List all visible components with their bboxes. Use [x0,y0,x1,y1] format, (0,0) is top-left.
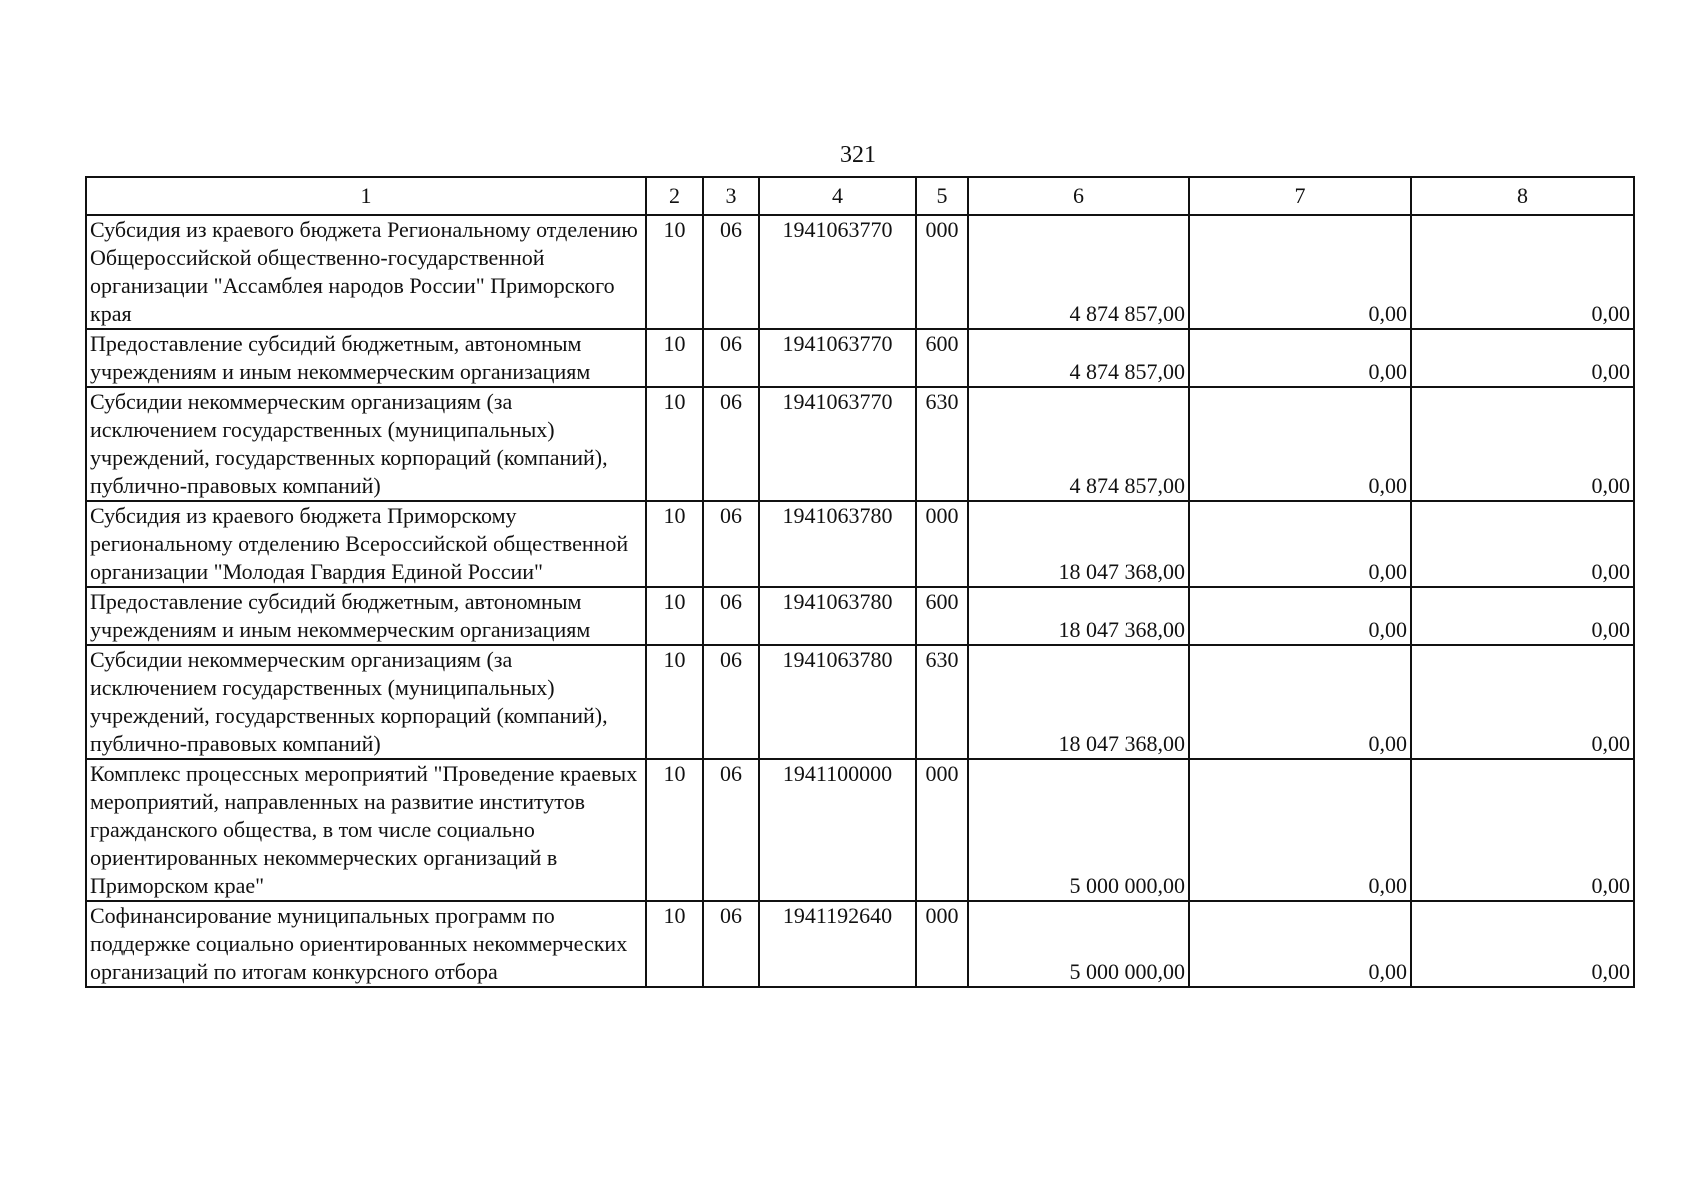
expense-type-code: 000 [916,901,968,987]
amount-col8: 0,00 [1411,901,1634,987]
expense-type-code: 000 [916,215,968,329]
amount-col8: 0,00 [1411,329,1634,387]
amount-col6: 4 874 857,00 [968,215,1189,329]
target-article-code: 1941100000 [759,759,916,901]
table-row [86,501,1634,587]
subsection-code: 06 [703,329,759,387]
table-row [86,329,1634,387]
table-row [86,901,1634,987]
target-article-code: 1941063770 [759,329,916,387]
column-header: 1 [86,177,646,215]
subsection-code: 06 [703,501,759,587]
section-code: 10 [646,329,703,387]
amount-col6: 18 047 368,00 [968,645,1189,759]
amount-col7: 0,00 [1189,901,1411,987]
amount-col8: 0,00 [1411,587,1634,645]
expense-type-code: 630 [916,387,968,501]
table-row [86,645,1634,759]
expense-type-code: 000 [916,501,968,587]
amount-col6: 18 047 368,00 [968,501,1189,587]
row-name: Субсидии некоммерческим организациям (за исключением государственных (муниципальных) учреждений, государственных корпораций (компаний), публично-правовых компаний) [86,645,646,759]
amount-col8: 0,00 [1411,501,1634,587]
target-article-code: 1941063780 [759,587,916,645]
target-article-code: 1941192640 [759,901,916,987]
amount-col6: 5 000 000,00 [968,759,1189,901]
column-header: 2 [646,177,703,215]
row-name: Предоставление субсидий бюджетным, автономным учреждениям и иным некоммерческим организациям [86,587,646,645]
row-name: Комплекс процессных мероприятий "Проведение краевых мероприятий, направленных на развитие институтов гражданского общества, в том числе социально ориентированных некоммерческих организаций в Приморском крае" [86,759,646,901]
table-row [86,587,1634,645]
section-code: 10 [646,215,703,329]
subsection-code: 06 [703,387,759,501]
amount-col7: 0,00 [1189,387,1411,501]
amount-col7: 0,00 [1189,587,1411,645]
column-header: 7 [1189,177,1411,215]
amount-col6: 18 047 368,00 [968,587,1189,645]
section-code: 10 [646,501,703,587]
amount-col8: 0,00 [1411,759,1634,901]
expense-type-code: 600 [916,587,968,645]
row-name: Предоставление субсидий бюджетным, автономным учреждениям и иным некоммерческим организациям [86,329,646,387]
row-name: Субсидии некоммерческим организациям (за исключением государственных (муниципальных) учреждений, государственных корпораций (компаний), публично-правовых компаний) [86,387,646,501]
amount-col7: 0,00 [1189,501,1411,587]
subsection-code: 06 [703,901,759,987]
amount-col7: 0,00 [1189,215,1411,329]
target-article-code: 1941063770 [759,215,916,329]
amount-col6: 4 874 857,00 [968,329,1189,387]
subsection-code: 06 [703,215,759,329]
amount-col8: 0,00 [1411,387,1634,501]
section-code: 10 [646,901,703,987]
subsection-code: 06 [703,645,759,759]
target-article-code: 1941063770 [759,387,916,501]
table-row [86,215,1634,329]
target-article-code: 1941063780 [759,501,916,587]
row-name: Субсидия из краевого бюджета Региональному отделению Общероссийской общественно-государственной организации "Ассамблея народов России" Приморского края [86,215,646,329]
expense-type-code: 600 [916,329,968,387]
amount-col8: 0,00 [1411,215,1634,329]
column-header: 5 [916,177,968,215]
header-row [86,177,1634,215]
row-name: Субсидия из краевого бюджета Приморскому региональному отделению Всероссийской общественной организации "Молодая Гвардия Единой России" [86,501,646,587]
amount-col7: 0,00 [1189,645,1411,759]
column-header: 3 [703,177,759,215]
page-number: 321 [840,142,876,168]
amount-col7: 0,00 [1189,329,1411,387]
column-header: 4 [759,177,916,215]
column-header: 6 [968,177,1189,215]
amount-col8: 0,00 [1411,645,1634,759]
amount-col7: 0,00 [1189,759,1411,901]
subsection-code: 06 [703,759,759,901]
amount-col6: 5 000 000,00 [968,901,1189,987]
section-code: 10 [646,759,703,901]
section-code: 10 [646,387,703,501]
row-name: Софинансирование муниципальных программ по поддержке социально ориентированных некоммерческих организаций по итогам конкурсного отбора [86,901,646,987]
table-row [86,759,1634,901]
column-header: 8 [1411,177,1634,215]
budget-table [85,176,1635,988]
section-code: 10 [646,645,703,759]
amount-col6: 4 874 857,00 [968,387,1189,501]
expense-type-code: 630 [916,645,968,759]
table-row [86,387,1634,501]
section-code: 10 [646,587,703,645]
expense-type-code: 000 [916,759,968,901]
target-article-code: 1941063780 [759,645,916,759]
subsection-code: 06 [703,587,759,645]
